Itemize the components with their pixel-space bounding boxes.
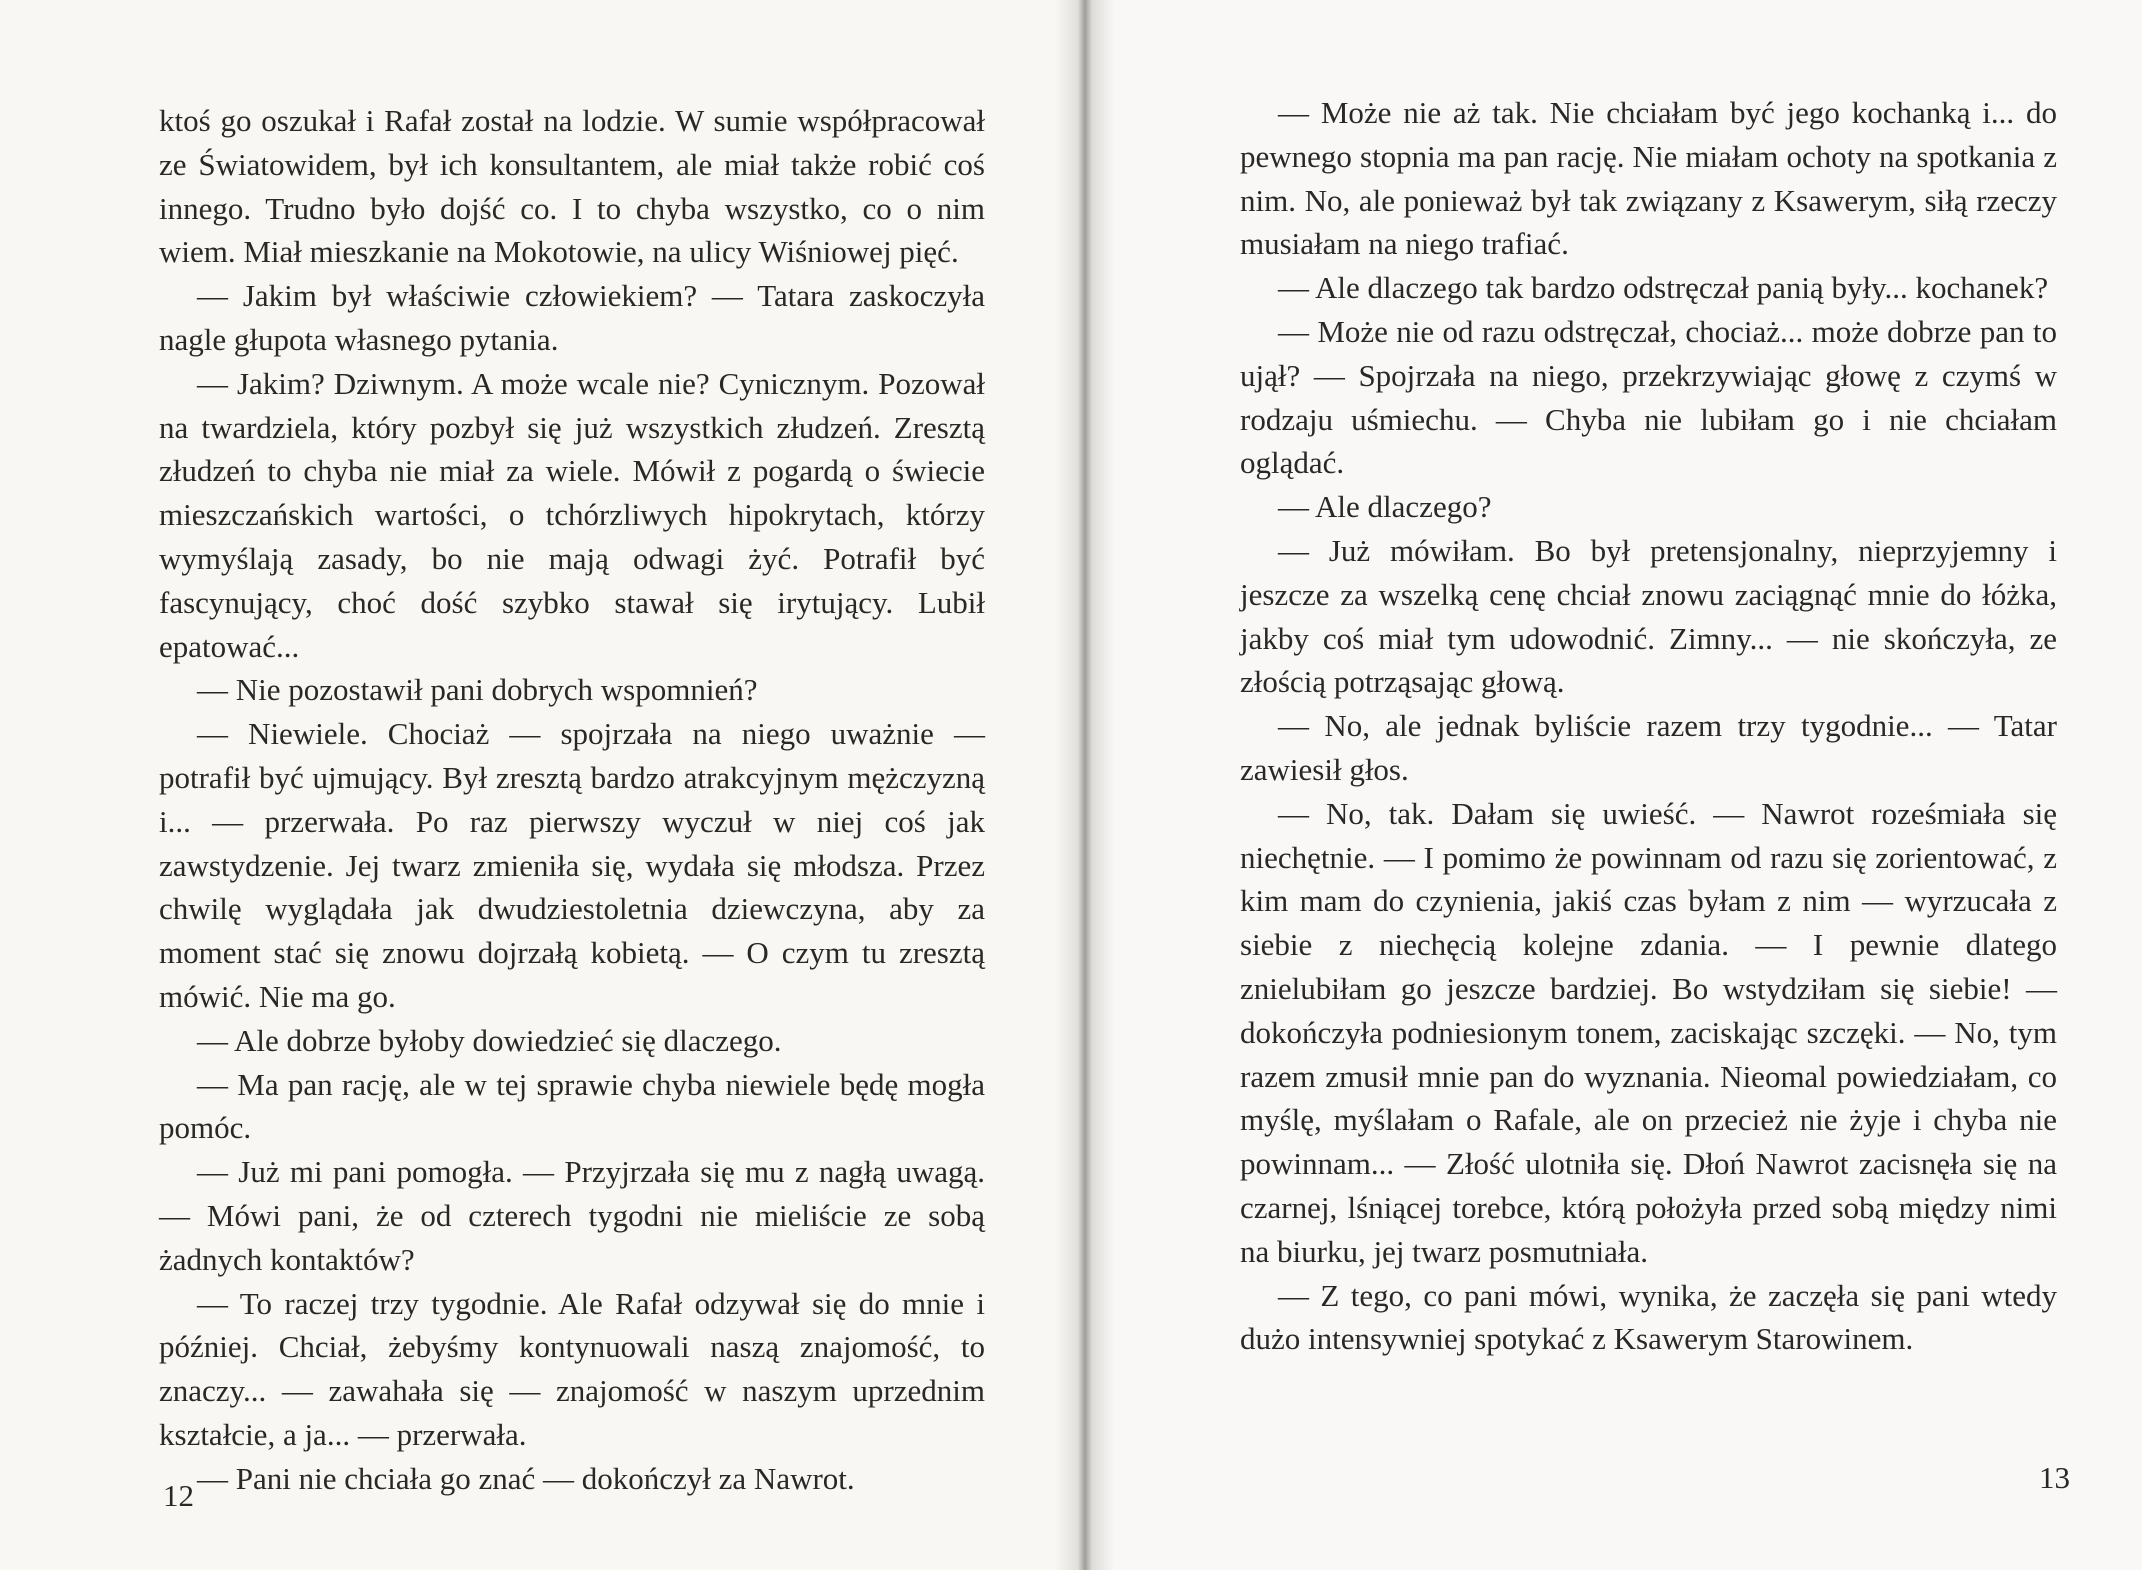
right-page (1085, 0, 2142, 1570)
page-number-right: 13 (2039, 1460, 2070, 1495)
paragraph: — Pani nie chciała go znać — dokończył za Nawrot. (197, 1460, 855, 1496)
paragraph: — Jakim był właściwie człowiekiem? — Tatara zaskoczyła nagle głupota własnego pytania. (159, 278, 985, 357)
paragraph: — Już mówiłam. Bo był pretensjonalny, nieprzyjemny i jeszcze za wszelką cenę chciał znowu zaciągnąć mnie do łóżka, jakby coś miał tym udowodnić. Zimny... — nie skończyła, ze złością potrząsając głową. (1240, 532, 2057, 700)
paragraph: — Niewiele. Chociaż — spojrzała na niego uważnie — potrafił być ujmujący. Był zresztą bardzo atrakcyjnym mężczyzną i... — przerwała. Po raz pierwszy wyczuł w niej coś jak zawstydzenie. Jej twarz zmieniła się, wydała się młodsza. Przez chwilę wyglądała jak dwudziestoletnia dziewczyna, aby za moment stać się znowu dojrzałą kobietą. — O czym tu zresztą mówić. Nie ma go. (159, 716, 985, 1014)
paragraph: — Z tego, co pani mówi, wynika, że zaczęła się pani wtedy dużo intensywniej spotykać z Ksawerym Starowinem. (1240, 1277, 2057, 1357)
left-page-text (159, 99, 985, 1501)
paragraph: — Jakim? Dziwnym. A może wcale nie? Cynicznym. Pozował na twardziela, który pozbył się już wszystkich złudzeń. Zresztą złudzeń to chyba nie miał za wiele. Mówił z pogardą o świecie mieszczańskich wartości, o tchórzliwych hipokrytach, którzy wymyślają zasady, bo nie mają odwagi żyć. Potrafił być fascynujący, choć dość szybko stawał się irytujący. Lubił epatować... (159, 365, 985, 664)
paragraph: — Ale dobrze byłoby dowiedzieć się dlaczego. (197, 1022, 782, 1058)
paragraph: — Już mi pani pomogła. — Przyjrzała się mu z nagłą uwagą. — Mówi pani, że od czterech tygodni nie mieliście ze sobą żadnych kontaktów? (159, 1154, 985, 1277)
paragraph: — Może nie od razu odstręczał, chociaż... może dobrze pan to ujął? — Spojrzała na niego, przekrzywiając głowę z czymś w rodzaju uśmiechu. — Chyba nie lubiłam go i nie chciałam oglądać. (1240, 313, 2057, 481)
paragraph: — No, tak. Dałam się uwieść. — Nawrot roześmiała się niechętnie. — I pomimo że powinnam od razu się zorientować, z kim mam do czynienia, jakiś czas byłam z nim — wyrzucała z siebie z niechęcią kolejne zdania. — I pewnie dlatego znielubiłam go jeszcze bardziej. Bo wstydziłam się siebie! — dokończyła podniesionym tonem, zaciskając szczęki. — No, tym razem zmusił mnie pan do wyznania. Nieomal powiedziałam, co myślę, myślałam o Rafale, ale on przecież nie żyje i chyba nie powinnam... — Złość ulotniła się. Dłoń Nawrot zacisnęła się na czarnej, lśniącej torebce, którą położyła przed sobą między nimi na biurku, jej twarz posmutniała. (1240, 795, 2057, 1269)
paragraph: ktoś go oszukał i Rafał został na lodzie. W sumie współpracował ze Światowidem, był ich konsultantem, ale miał także robić coś innego. Trudno było dojść co. I to chyba wszystko, co o nim wiem. Miał mieszkanie na Mokotowie, na ulicy Wiśniowej pięć. (159, 103, 985, 270)
paragraph: — To raczej trzy tygodnie. Ale Rafał odzywał się do mnie i później. Chciał, żebyśmy kontynuowali naszą znajomość, to znaczy... — zawahała się — znajomość w naszym uprzednim kształcie, a ja... — przerwała. (159, 1285, 985, 1452)
paragraph: — Nie pozostawił pani dobrych wspomnień? (197, 672, 758, 708)
paragraph: — Ma pan rację, ale w tej sprawie chyba niewiele będę mogła pomóc. (159, 1066, 985, 1146)
paragraph: — No, ale jednak byliście razem trzy tygodnie... — Tatar zawiesił głos. (1240, 708, 2057, 787)
paragraph: — Ale dlaczego tak bardzo odstręczał panią były... kochanek? (1278, 270, 2049, 306)
page-number-left: 12 (163, 1478, 194, 1513)
right-page-text (1240, 91, 2057, 1361)
paragraph: — Może nie aż tak. Nie chciałam być jego kochanką i... do pewnego stopnia ma pan rację. Nie miałam ochoty na spotkania z nim. No, ale ponieważ był tak związany z Ksawerym, siłą rzeczy musiałam na niego trafiać. (1240, 95, 2057, 262)
paragraph: — Ale dlaczego? (1278, 489, 1492, 525)
